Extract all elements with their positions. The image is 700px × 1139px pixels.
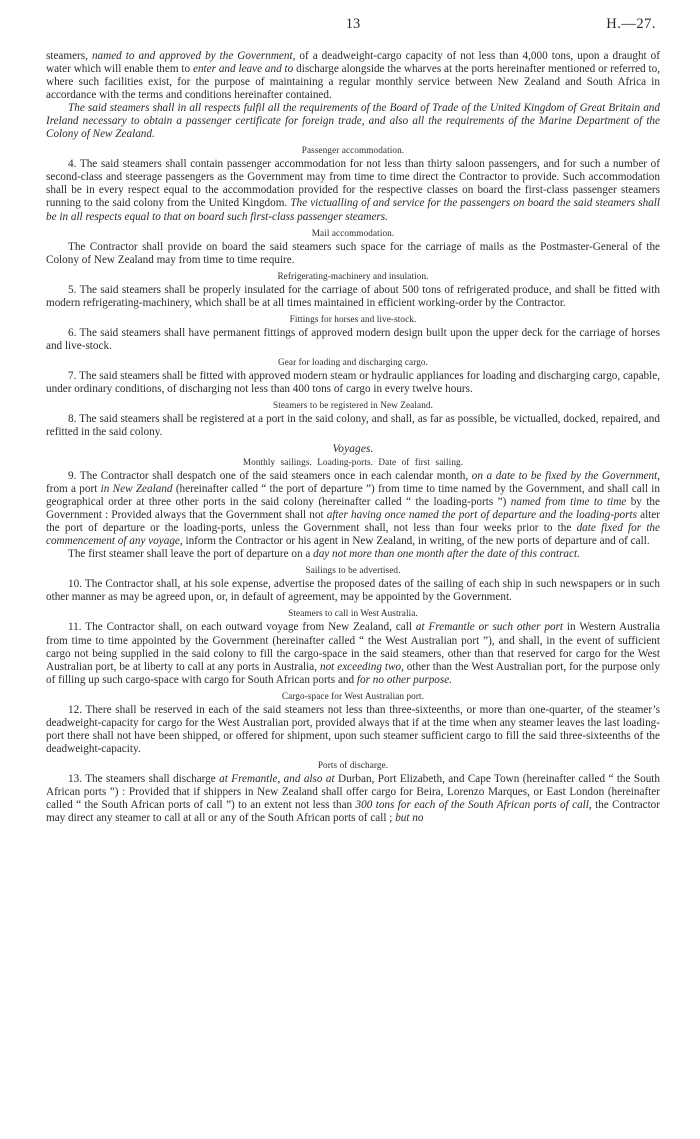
section-heading: Sailings to be advertised.	[305, 565, 401, 576]
paragraph: 11. The Contractor shall, on each outward voyage from New Zealand, call at Fremantle or such other port in Western Australia from time to time appointed by the Government (hereinafter called “ the West Australian port ”), and shall, in the event of sufficient cargo not being supplied in the said colony to fill the cargo-space in the said steamers, other than that reserved for cargo for the West Australian port, be at liberty to call at any ports in Australia, not exceeding two, other than the West Australian port, for the purpose only of filling up such cargo-space with cargo for South African ports and for no other purpose.	[46, 621, 661, 686]
section-heading: Monthly sailings. Loading-ports. Date of first sailing.	[242, 457, 464, 468]
page-number: 13	[345, 16, 361, 32]
paragraph: 7. The said steamers shall be fitted with approved modern steam or hydraulic appliances for loading and discharging cargo, capable, under ordinary conditions, of discharging not less than 400 tons of cargo in every twelve hours.	[46, 369, 660, 395]
page-header	[46, 18, 660, 38]
paragraph: 4. The said steamers shall contain passenger accommodation for not less than thirty saloon passengers, and for such a number of second-class and steerage passengers as the Government may from time to time direct the Contractor to provide. Such accommodation shall be in every respect equal to the accommodation provided for the respective classes on board the first-class passenger steamers running to the said colony from the United Kingdom. The victualling of and service for the passengers on board the said steamers shall be in all respects equal to that on board such first-class passenger steamers.	[46, 158, 660, 223]
paragraph: 5. The said steamers shall be properly insulated for the carriage of about 500 tons of refrigerated produce, and shall be fitted with modern refrigerating-machinery, which shall be at all times maintained in efficient working-order by the Contractor.	[46, 283, 660, 309]
paragraph: The Contractor shall provide on board the said steamers such space for the carriage of mails as the Postmaster-General of the Colony of New Zealand may from time to time require.	[46, 240, 660, 266]
section-heading: Passenger accommodation.	[301, 145, 405, 156]
section-heading: Fittings for horses and live-stock.	[289, 313, 417, 324]
section-heading: Steamers to call in West Australia.	[288, 608, 418, 619]
paragraph: 9. The Contractor shall despatch one of the said steamers once in each calendar month, on a date to be fixed by the Government, from a port in New Zealand (hereinafter called “ the port of departure ”) from time to time named by the Government, and shall call in geographical order at three other ports in the said colony (hereinafter called “ the loading-ports ”) named from time to time by the Government : Provided always that the Government shall not after having once named the port of departure and the loading-ports alter the port of departure or the loading-ports, unless the Government shall, not less than four weeks prior to the date fixed for the commencement of any voyage, inform the Contractor or his agent in New Zealand, in writing, of the new ports of departure and of call.	[46, 470, 661, 548]
paragraph: 12. There shall be reserved in each of the said steamers not less than three-sixteenths, or more than one-quarter, of the steamer’s deadweight-capacity for cargo for the West Australian port, provided always that if at the time when any steamer leaves the last loading-port there shall not have been shipped, or offered for shipment, upon such steamer sufficient cargo to fill the said three-sixteenths of the deadweight-capacity.	[46, 703, 660, 755]
section-heading: Ports of discharge.	[317, 759, 389, 770]
section-heading: Steamers to be registered in New Zealand.	[273, 399, 433, 410]
paragraph: The said steamers shall in all respects fulfil all the requirements of the Board of Trade of the United Kingdom of Great Britain and Ireland necessary to obtain a passenger certificate for foreign trade, and also all the requirements of the Marine Department of the Colony of New Zealand.	[46, 102, 660, 141]
part-heading: Voyages.	[332, 443, 374, 456]
paragraph: 8. The said steamers shall be registered at a port in the said colony, and shall, as far as possible, be victualled, docked, repaired, and refitted in the said colony.	[46, 412, 660, 438]
paragraph: 13. The steamers shall discharge at Fremantle, and also at Durban, Port Elizabeth, and Cape Town (hereinafter called “ the South African ports ”) : Provided that if shippers in New Zealand shall offer cargo for Beira, Lorenzo Marques, or East London (hereinafter called “ the South African ports of call ”) to an extent not less than 300 tons for each of the South African ports of call, the Contractor may direct any steamer to call at all or any of the South African ports of call ; but no	[46, 772, 661, 825]
section-heading: Refrigerating-machinery and insulation.	[277, 270, 429, 281]
paragraph: 10. The Contractor shall, at his sole expense, advertise the proposed dates of the sailing of each ship in such newspapers or in such other manner as may be agreed upon, or, in default of agreement, may be appointed by the Government.	[46, 578, 660, 604]
section-heading: Gear for loading and discharging cargo.	[277, 356, 428, 367]
section-heading: Mail accommodation.	[311, 227, 395, 238]
paragraph: The first steamer shall leave the port of departure on a day not more than one month after the date of this contract.	[68, 548, 580, 561]
document-body	[46, 50, 660, 825]
paragraph: 6. The said steamers shall have permanent fittings of approved modern design built upon the upper deck for the carriage of horses and live-stock.	[46, 326, 660, 352]
section-heading: Cargo-space for West Australian port.	[281, 690, 425, 701]
paragraph: steamers, named to and approved by the Government, of a deadweight-cargo capacity of not less than 4,000 tons, upon a draught of water which will enable them to enter and leave and to discharge alongside the wharves at the ports hereinafter mentioned or referred to, where such facilities exist, for the purpose of maintaining a regular monthly service between New Zealand and South Africa in accordance with the terms and conditions hereinafter contained.	[46, 50, 660, 102]
document-reference: H.—27.	[606, 16, 656, 32]
